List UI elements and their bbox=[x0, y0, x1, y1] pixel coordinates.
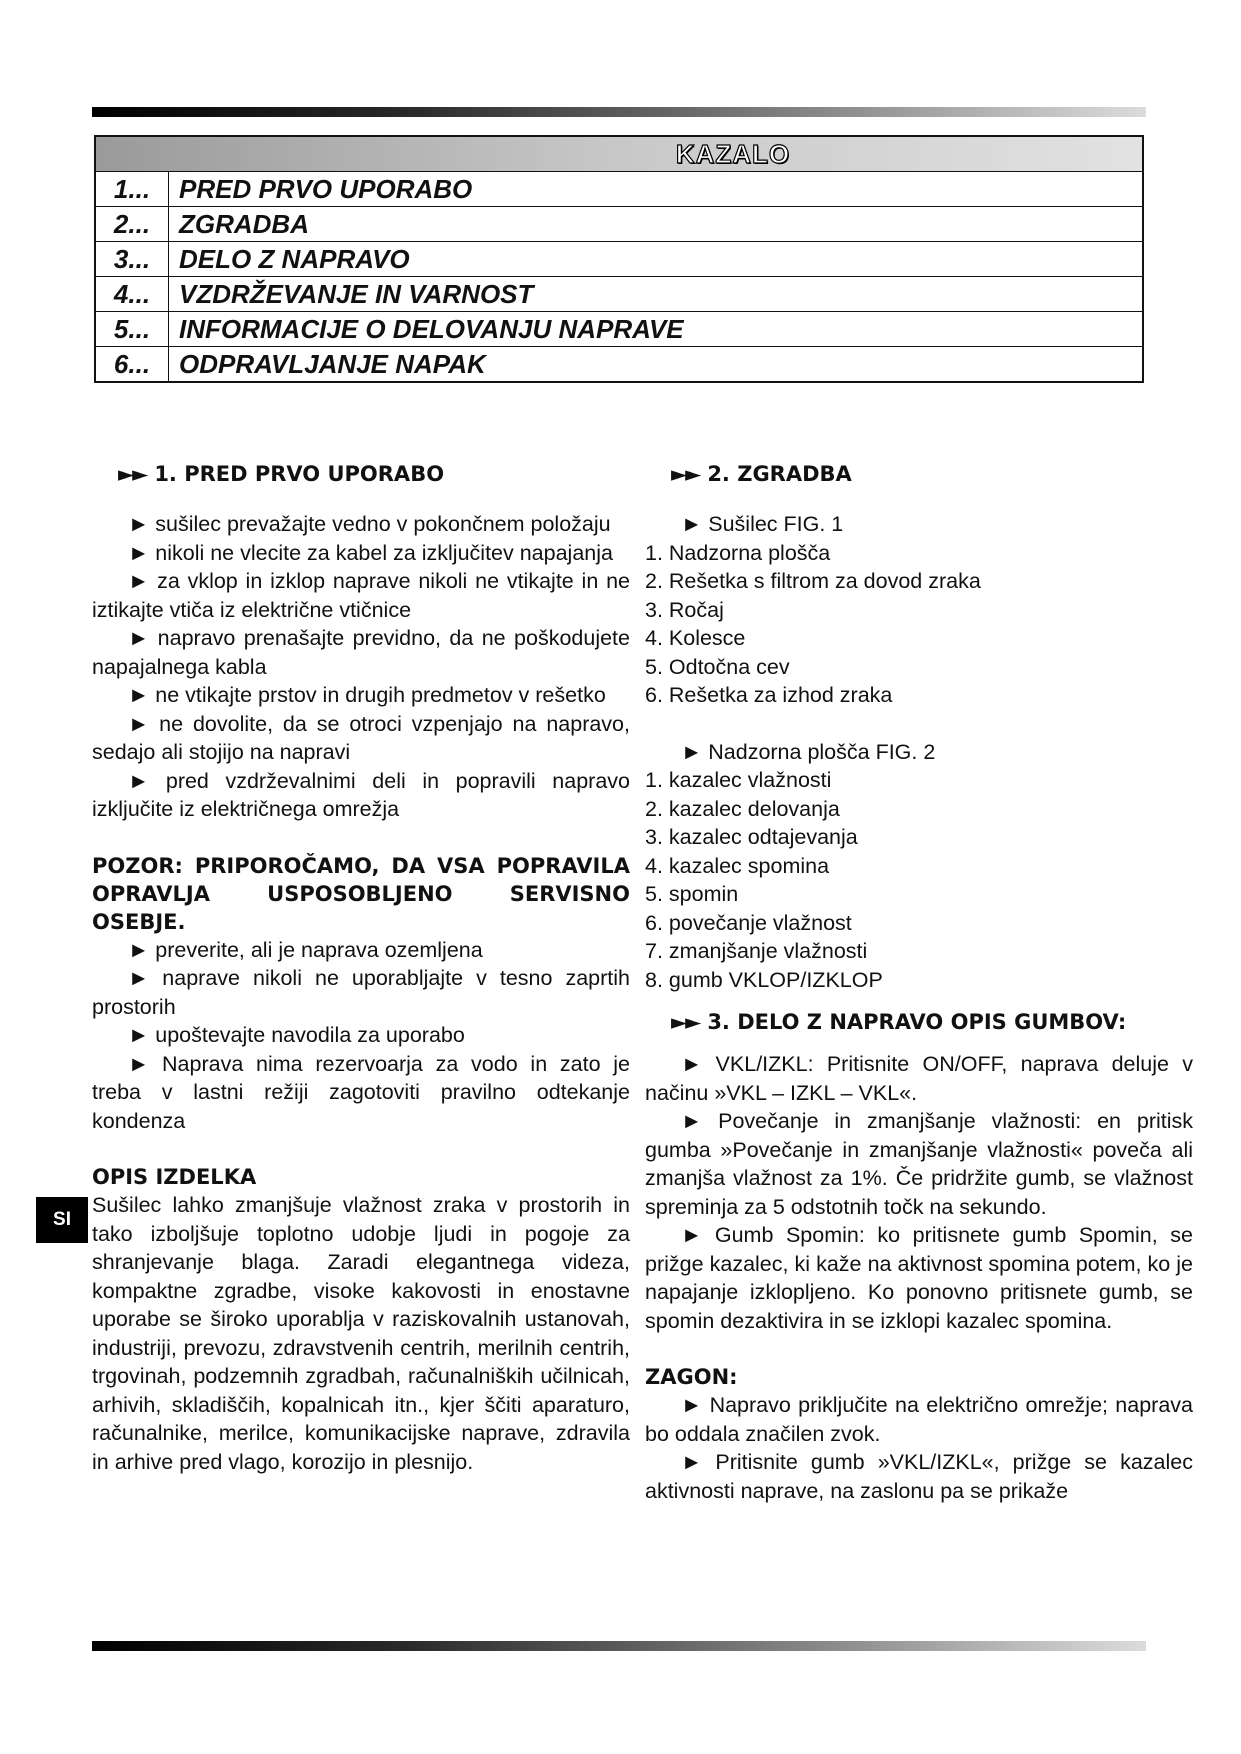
safety-bullet: ► preverite, ali je naprava ozemljena bbox=[128, 937, 483, 962]
safety-bullet: ► Naprava nima rezervoarja za vodo in zato je treba v lastni režiji zagotoviti pravilno odtekanje kondenza bbox=[92, 1051, 630, 1133]
toc-number: 4... bbox=[95, 277, 169, 312]
button-description: ► VKL/IZKL: Pritisnite ON/OFF, naprava deluje v načinu »VKL – IZKL – VKL«. bbox=[645, 1052, 1193, 1105]
toc-row bbox=[95, 207, 1143, 242]
safety-bullet: ► ne dovolite, da se otroci vzpenjajo na napravo, sedajo ali stojijo na napravi bbox=[92, 711, 630, 764]
toc-title: KAZALO bbox=[675, 138, 791, 169]
safety-bullet: ► naprave nikoli ne uporabljajte v tesno zaprtih prostorih bbox=[92, 966, 630, 1019]
left-column bbox=[92, 460, 630, 1476]
list-item: 7. zmanjšanje vlažnosti bbox=[645, 939, 868, 963]
button-description: ► Gumb Spomin: ko pritisnete gumb Spomin, se prižge kazalec, ki kaže na aktivnost spomina potem, ko je napajanje izklopljeno. Ko ponovno pritisnete gumb, se spomin dezaktivira in se izklopi kazalec spomina. bbox=[645, 1223, 1193, 1333]
section-heading-3 bbox=[645, 1008, 1193, 1036]
list-item: 6. Rešetka za izhod zraka bbox=[645, 683, 893, 707]
section-arrows-icon: ►► bbox=[671, 1010, 700, 1034]
start-instruction: ► Napravo priključite na električno omrežje; naprava bo oddala značilen zvok. bbox=[645, 1393, 1193, 1446]
figure-title: ► Nadzorna plošča FIG. 2 bbox=[681, 739, 936, 764]
section-heading-1 bbox=[92, 460, 630, 488]
figure-title: ► Sušilec FIG. 1 bbox=[681, 512, 844, 536]
fig1-parts-list bbox=[645, 539, 1193, 710]
top-rule bbox=[92, 107, 1146, 117]
toc-header bbox=[95, 136, 1143, 172]
toc-number: 5... bbox=[95, 312, 169, 347]
section-heading-2 bbox=[645, 460, 1193, 488]
toc-label: INFORMACIJE O DELOVANJU NAPRAVE bbox=[169, 312, 1144, 347]
toc-label: PRED PRVO UPORABO bbox=[169, 172, 1144, 207]
toc-number: 3... bbox=[95, 242, 169, 277]
bottom-rule bbox=[92, 1641, 1146, 1651]
toc-row bbox=[95, 242, 1143, 277]
section-heading-text: 3. DELO Z NAPRAVO OPIS GUMBOV: bbox=[707, 1010, 1127, 1034]
right-column bbox=[645, 460, 1193, 1505]
toc-label: ODPRAVLJANJE NAPAK bbox=[169, 347, 1144, 383]
fig2-parts-list bbox=[645, 766, 1193, 994]
toc-row bbox=[95, 312, 1143, 347]
list-item: 1. kazalec vlažnosti bbox=[645, 768, 832, 792]
toc-label: DELO Z NAPRAVO bbox=[169, 242, 1144, 277]
list-item: 1. Nadzorna plošča bbox=[645, 540, 831, 565]
button-description: ► Povečanje in zmanjšanje vlažnosti: en pritisk gumba »Povečanje in zmanjšanje vlažnosti« poveča ali zmanjša vlažnost za 1%. Če pridržite gumb, se vlažnost spreminja za 5 odstotnih točk na sekundo. bbox=[645, 1109, 1193, 1219]
start-instruction: ► Pritisnite gumb »VKL/IZKL«, prižge se kazalec aktivnosti naprave, na zaslonu pa se prikaže bbox=[645, 1450, 1193, 1503]
description-text: Sušilec lahko zmanjšuje vlažnost zraka v prostorih in tako izboljšuje toplotno udobje ljudi in pogoje za shranjevanje blaga. Zaradi elegantnega videza, kompaktne zgradbe, visoke kakovosti in enostavne uporabe se široko uporablja v raziskovalnih ustanovah, industriji, prevozu, zdravstvenih centrih, merilnih centrih, trgovinah, podzemnih zgradbah, računalniških učilnicah, arhivih, skladiščih, kopalnicah itn., kjer ščiti aparaturo, računalnike, merilce, komunikacijske naprave, zdravila in arhive pred vlago, korozijo in plesnijo. bbox=[92, 1193, 630, 1474]
toc-row bbox=[95, 172, 1143, 207]
list-item: 8. gumb VKLOP/IZKLOP bbox=[645, 967, 883, 992]
start-heading: ZAGON: bbox=[645, 1365, 738, 1389]
safety-bullet: ► ne vtikajte prstov in drugih predmetov v rešetko bbox=[128, 683, 606, 707]
list-item: 4. Kolesce bbox=[645, 626, 746, 650]
safety-bullet: ► napravo prenašajte previdno, da ne poškodujete napajalnega kabla bbox=[92, 626, 630, 679]
safety-bullet: ► sušilec prevažajte vedno v pokončnem položaju bbox=[128, 512, 611, 536]
list-item: 5. spomin bbox=[645, 882, 739, 906]
section-heading-text: 2. ZGRADBA bbox=[707, 462, 852, 486]
list-item: 2. kazalec delovanja bbox=[645, 796, 840, 821]
toc-row bbox=[95, 347, 1143, 383]
list-item: 5. Odtočna cev bbox=[645, 654, 790, 679]
section-arrows-icon: ►► bbox=[671, 462, 700, 486]
section-arrows-icon: ►► bbox=[118, 462, 147, 486]
language-tab: SI bbox=[36, 1197, 88, 1243]
section-heading-text: 1. PRED PRVO UPORABO bbox=[154, 462, 445, 486]
list-item: 2. Rešetka s filtrom za dovod zraka bbox=[645, 569, 981, 593]
toc-label: ZGRADBA bbox=[169, 207, 1144, 242]
list-item: 3. Ročaj bbox=[645, 597, 724, 622]
safety-bullet: ► nikoli ne vlecite za kabel za izključitev napajanja bbox=[128, 540, 613, 565]
toc-number: 2... bbox=[95, 207, 169, 242]
toc-number: 6... bbox=[95, 347, 169, 383]
warning-text: POZOR: PRIPOROČAMO, DA VSA POPRAVILA OPRAVLJA USPOSOBLJENO SERVISNO OSEBJE. bbox=[92, 853, 630, 934]
list-item: 4. kazalec spomina bbox=[645, 853, 830, 878]
description-heading: OPIS IZDELKA bbox=[92, 1165, 257, 1189]
safety-bullet: ► upoštevajte navodila za uporabo bbox=[128, 1023, 465, 1047]
list-item: 3. kazalec odtajevanja bbox=[645, 825, 858, 849]
safety-bullet: ► za vklop in izklop naprave nikoli ne vtikajte in ne iztikajte vtiča iz električne vtičnice bbox=[92, 569, 630, 622]
toc-number: 1... bbox=[95, 172, 169, 207]
safety-bullet: ► pred vzdrževalnimi deli in popravili napravo izključite iz električnega omrežja bbox=[92, 768, 630, 821]
toc-label: VZDRŽEVANJE IN VARNOST bbox=[169, 277, 1144, 312]
table-of-contents bbox=[94, 135, 1144, 383]
list-item: 6. povečanje vlažnost bbox=[645, 910, 852, 935]
toc-row bbox=[95, 277, 1143, 312]
